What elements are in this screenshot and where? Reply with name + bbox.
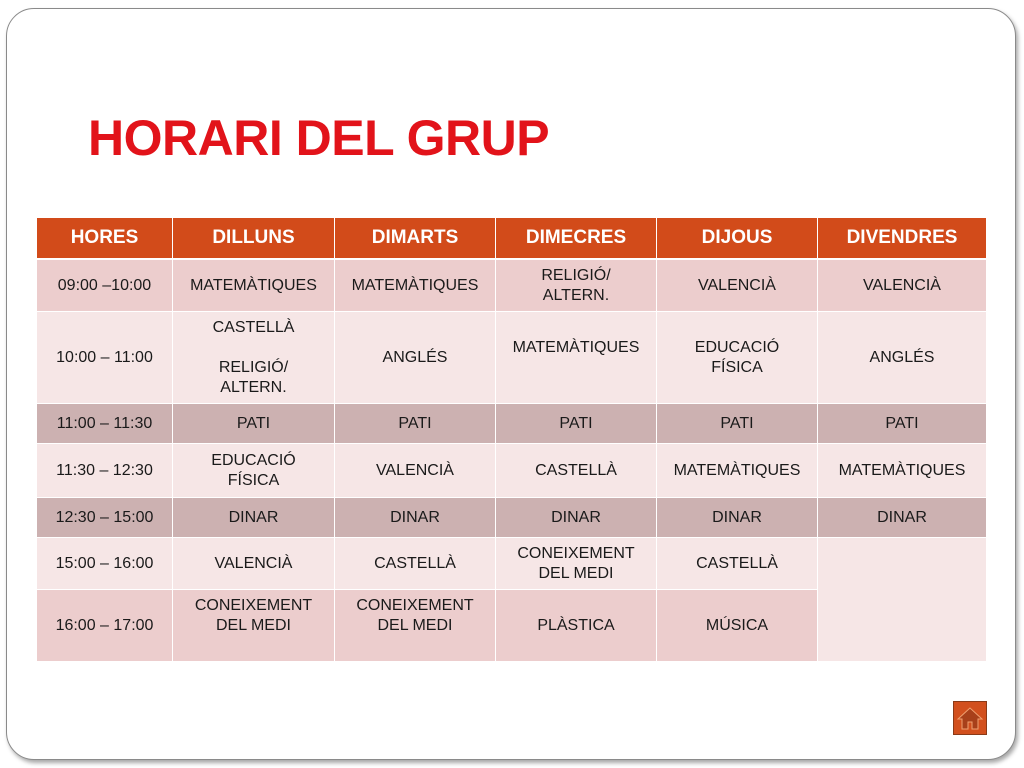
schedule-cell: PLÀSTICA: [496, 590, 657, 662]
home-button[interactable]: [953, 701, 987, 735]
home-icon: [954, 702, 986, 734]
page-title: HORARI DEL GRUP: [88, 110, 550, 166]
schedule-cell: CONEIXEMENT DEL MEDI: [496, 538, 657, 590]
schedule-cell: VALENCIÀ: [818, 260, 987, 312]
schedule-cell: CONEIXEMENT DEL MEDI: [173, 590, 335, 662]
schedule-cell: MATEMÀTIQUES: [173, 260, 335, 312]
time-cell: 16:00 – 17:00: [37, 590, 173, 662]
time-cell: 09:00 –10:00: [37, 260, 173, 312]
schedule-cell: DINAR: [657, 498, 818, 538]
schedule-cell: PATI: [818, 404, 987, 444]
schedule-cell: CASTELLÀ: [335, 538, 496, 590]
schedule-cell: ANGLÉS: [335, 312, 496, 404]
time-cell: 12:30 – 15:00: [37, 498, 173, 538]
table-row: [37, 538, 987, 590]
schedule-cell: VALENCIÀ: [173, 538, 335, 590]
schedule-cell: PATI: [335, 404, 496, 444]
schedule-cell: RELIGIÓ/ ALTERN.: [496, 260, 657, 312]
schedule-cell: MATEMÀTIQUES: [496, 312, 657, 404]
time-cell: 15:00 – 16:00: [37, 538, 173, 590]
table-row: [37, 444, 987, 498]
schedule-cell: MATEMÀTIQUES: [818, 444, 987, 498]
time-cell: 11:30 – 12:30: [37, 444, 173, 498]
header-hores: HORES: [37, 218, 173, 260]
header-row: [37, 218, 987, 260]
schedule-cell: CONEIXEMENT DEL MEDI: [335, 590, 496, 662]
header-dimecres: DIMECRES: [496, 218, 657, 260]
schedule-cell: DINAR: [496, 498, 657, 538]
schedule-cell: PATI: [657, 404, 818, 444]
time-cell: 11:00 – 11:30: [37, 404, 173, 444]
schedule-cell: PATI: [496, 404, 657, 444]
schedule-cell: EDUCACIÓ FÍSICA: [657, 312, 818, 404]
schedule-cell: VALENCIÀ: [657, 260, 818, 312]
table-row: [37, 260, 987, 312]
schedule-cell: MÚSICA: [657, 590, 818, 662]
schedule-table: [37, 218, 987, 662]
schedule-cell: VALENCIÀ: [335, 444, 496, 498]
schedule-cell: CASTELLÀ: [657, 538, 818, 590]
schedule-cell: EDUCACIÓ FÍSICA: [173, 444, 335, 498]
schedule-cell: DINAR: [335, 498, 496, 538]
schedule-cell: CASTELLÀ RELIGIÓ/ ALTERN.: [173, 312, 335, 404]
header-divendres: DIVENDRES: [818, 218, 987, 260]
time-cell: 10:00 – 11:00: [37, 312, 173, 404]
schedule-cell: CASTELLÀ: [496, 444, 657, 498]
table-row: [37, 312, 987, 404]
schedule-cell: DINAR: [173, 498, 335, 538]
header-dimarts: DIMARTS: [335, 218, 496, 260]
table-row: [37, 404, 987, 444]
schedule-cell: ANGLÉS: [818, 312, 987, 404]
schedule-cell: MATEMÀTIQUES: [657, 444, 818, 498]
empty-cell: [818, 538, 987, 662]
header-dilluns: DILLUNS: [173, 218, 335, 260]
header-dijous: DIJOUS: [657, 218, 818, 260]
schedule-cell: MATEMÀTIQUES: [335, 260, 496, 312]
schedule-cell: PATI: [173, 404, 335, 444]
table-row: [37, 498, 987, 538]
schedule-cell: DINAR: [818, 498, 987, 538]
